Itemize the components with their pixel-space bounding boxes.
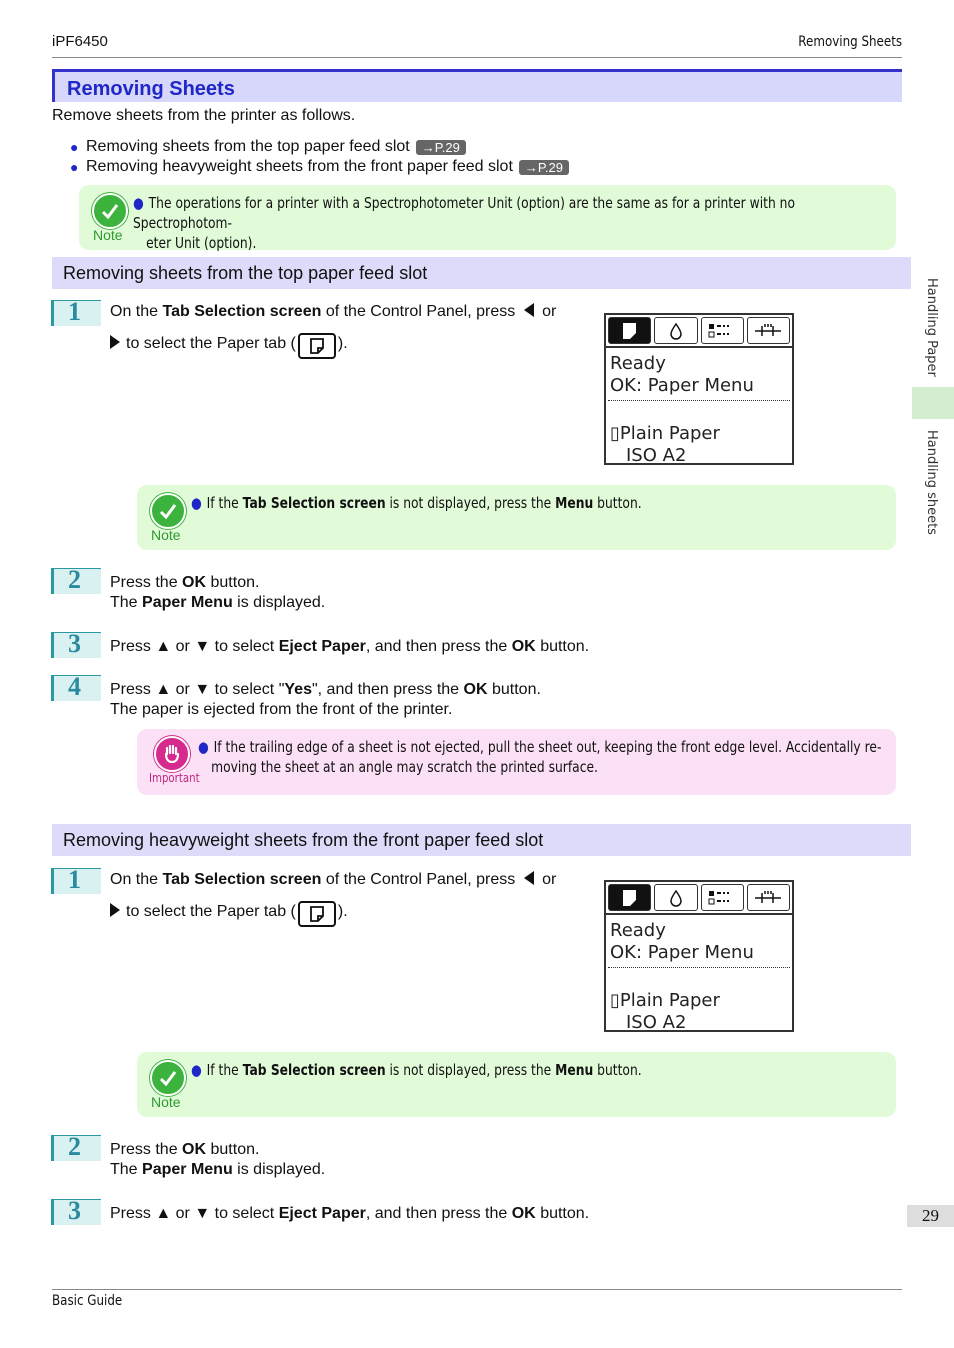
step-number: 3: [51, 632, 101, 658]
product-name: iPF6450: [52, 33, 108, 50]
link-list: [70, 137, 569, 177]
lcd-menu-line: OK: Paper Menu: [610, 375, 754, 396]
side-tab-handling-paper[interactable]: Handling Paper: [924, 278, 939, 377]
lcd-status-line: Ready: [610, 920, 666, 941]
ink-tab-icon: [654, 884, 697, 911]
lcd-divider: [608, 400, 790, 401]
step-text: Press ▲ or ▼ to select Eject Paper, and then press the OK button.: [110, 638, 590, 655]
settings-tab-icon: [747, 884, 790, 911]
step-number: 2: [51, 568, 101, 594]
lcd-display: [604, 880, 794, 1032]
note-pencil-icon: [92, 193, 128, 229]
job-tab-icon: [701, 317, 744, 344]
right-arrow-icon: [110, 335, 120, 349]
paper-tab-icon: [608, 884, 651, 911]
lcd-paper-size-line: ISO A2: [626, 445, 687, 466]
footer-divider: [52, 1289, 902, 1290]
lcd-menu-line: OK: Paper Menu: [610, 942, 754, 963]
paper-tab-icon: [298, 333, 336, 359]
list-item: [70, 157, 569, 177]
lcd-paper-size-line: ISO A2: [626, 1012, 687, 1033]
page-ref-link[interactable]: →P.29: [416, 140, 466, 155]
job-tab-icon: [701, 884, 744, 911]
lcd-tab-bar: [606, 882, 792, 915]
step-text: Press ▲ or ▼ to select "Yes", and then press the OK button. The paper is ejected from the front of the printer.: [110, 681, 541, 718]
left-arrow-icon: [524, 871, 534, 885]
up-arrow-icon: ▲: [155, 1205, 172, 1222]
side-tab-active-marker: [912, 387, 954, 419]
note-text: ● If the Tab Selection screen is not displayed, press the Menu button.: [191, 494, 642, 512]
step-text: On the Tab Selection screen of the Control Panel, press or to select the Paper tab ( ).: [110, 302, 556, 359]
lcd-paper-type-line: ▯Plain Paper: [610, 423, 720, 444]
header-divider: [52, 57, 902, 58]
note-pencil-icon: [150, 493, 186, 529]
important-label: Important: [149, 771, 200, 785]
right-arrow-icon: [110, 903, 120, 917]
step-number: 4: [51, 675, 101, 701]
lcd-display: [604, 313, 794, 465]
note-box: [137, 485, 896, 550]
page-title: Removing Sheets: [67, 78, 235, 100]
page-number: 29: [907, 1205, 954, 1227]
note-box: [79, 185, 896, 250]
footer-text: Basic Guide: [52, 1293, 123, 1309]
step-text: Press the OK button. The Paper Menu is displayed.: [110, 1141, 326, 1178]
lcd-paper-type-line: ▯Plain Paper: [610, 990, 720, 1011]
note-box: [137, 1052, 896, 1117]
note-text: ● The operations for a printer with a Spectrophotometer Unit (option) are the same as for a printer with no Spectrophotom- eter Unit (option).: [133, 194, 795, 252]
note-text: ● If the Tab Selection screen is not displayed, press the Menu button.: [191, 1061, 642, 1079]
step-text: Press the OK button. The Paper Menu is displayed.: [110, 574, 326, 611]
section-title-bar: [52, 69, 902, 102]
page-ref-link[interactable]: →P.29: [519, 160, 569, 175]
left-arrow-icon: [524, 303, 534, 317]
lcd-tab-bar: [606, 315, 792, 348]
paper-icon: ▯: [610, 990, 620, 1011]
paper-tab-icon: [608, 317, 651, 344]
important-text: ● If the trailing edge of a sheet is not ejected, pull the sheet out, keeping the front edge level. Accidentally re- moving the sheet at an angle may scratch the printed surface.: [198, 738, 882, 776]
up-arrow-icon: ▲: [155, 681, 172, 698]
bullet-icon: ●: [70, 159, 79, 175]
list-item: [70, 137, 569, 157]
paper-icon: ▯: [610, 423, 620, 444]
hand-stop-icon: [154, 736, 190, 772]
step-number: 1: [51, 300, 101, 326]
settings-tab-icon: [747, 317, 790, 344]
note-label: Note: [151, 1094, 181, 1110]
note-label: Note: [93, 227, 123, 243]
subsection-title: Removing heavyweight sheets from the front paper feed slot: [52, 824, 911, 856]
header-section: Removing Sheets: [798, 34, 902, 50]
up-arrow-icon: ▲: [155, 638, 172, 655]
down-arrow-icon: ▼: [194, 638, 211, 655]
step-number: 1: [51, 868, 101, 894]
important-box: [137, 729, 896, 795]
ink-tab-icon: [654, 317, 697, 344]
step-text: On the Tab Selection screen of the Control Panel, press or to select the Paper tab ( ).: [110, 870, 556, 927]
note-label: Note: [151, 527, 181, 543]
down-arrow-icon: ▼: [194, 681, 211, 698]
subsection-title: Removing sheets from the top paper feed slot: [52, 257, 911, 289]
step-number: 3: [51, 1199, 101, 1225]
step-number: 2: [51, 1135, 101, 1161]
side-tab-handling-sheets[interactable]: Handling sheets: [924, 430, 939, 535]
note-pencil-icon: [150, 1060, 186, 1096]
intro-text: Remove sheets from the printer as follows.: [52, 107, 356, 124]
bullet-icon: ●: [70, 139, 79, 155]
lcd-status-line: Ready: [610, 353, 666, 374]
lcd-divider: [608, 967, 790, 968]
down-arrow-icon: ▼: [194, 1205, 211, 1222]
step-text: Press ▲ or ▼ to select Eject Paper, and then press the OK button.: [110, 1205, 590, 1222]
link-text[interactable]: Removing heavyweight sheets from the front paper feed slot: [86, 158, 513, 175]
link-text[interactable]: Removing sheets from the top paper feed slot: [86, 138, 410, 155]
paper-tab-icon: [298, 901, 336, 927]
